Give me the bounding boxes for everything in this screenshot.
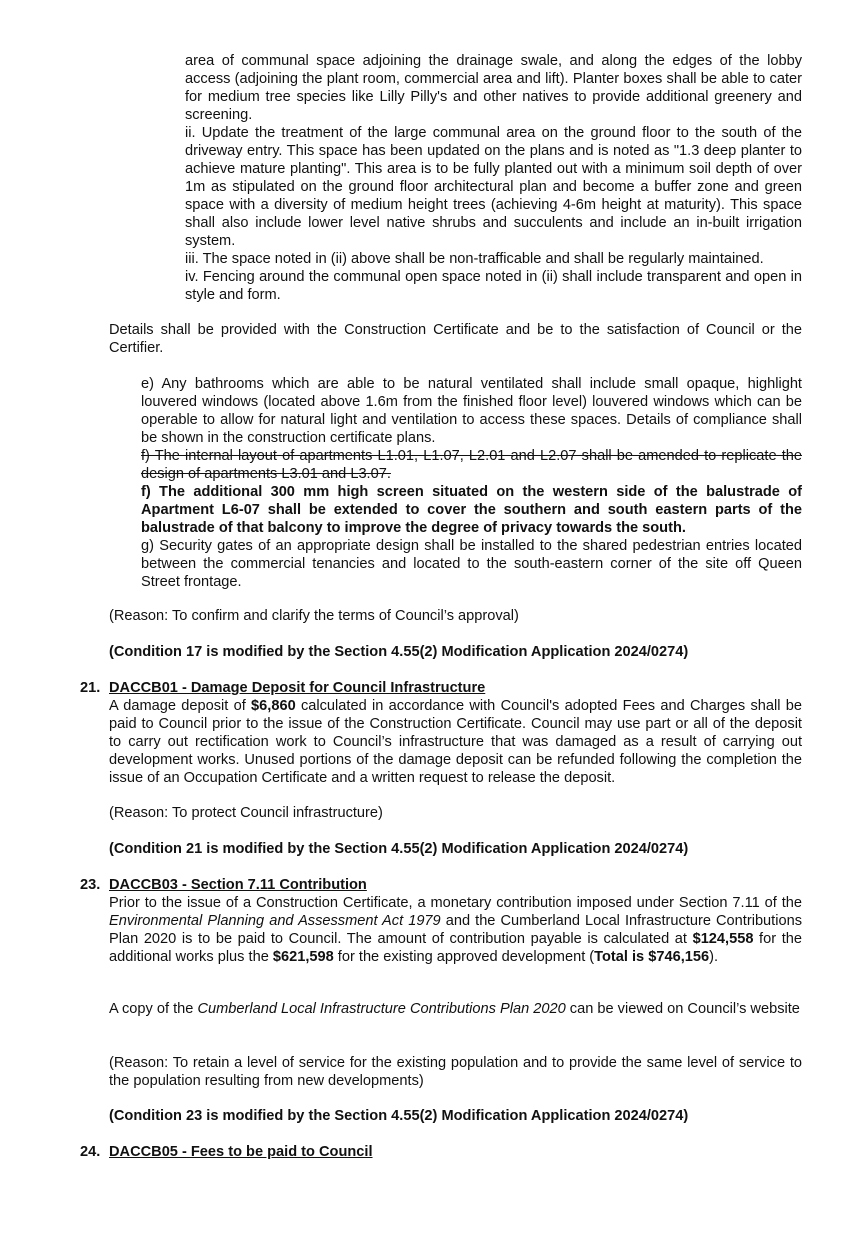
plan-name: Cumberland Local Infrastructure Contributions Plan 2020 xyxy=(197,1001,566,1017)
contributions-plan-copy: A copy of the Cumberland Local Infrastructure Contributions Plan 2020 can be viewed on Council’s website xyxy=(109,1001,800,1017)
reason-17: (Reason: To confirm and clarify the terms of Council’s approval) xyxy=(109,608,519,624)
condition-23-body: DACCB03 - Section 7.11 Contribution Prior to the issue of a Construction Certificate, a monetary contribution imposed under Section 7.11 of the Environmental Planning and Assessment Act 1979 and the Cumberland Local Infrastructure Contributions Plan 2020 is to be paid to Council. The amount of contribution payable is calculated at $124,558 for the additional works plus the $621,598 for the existing approved development (Total is $746,156). xyxy=(109,877,802,965)
condition-24-body xyxy=(109,1143,802,1161)
damage-deposit-amount: $6,860 xyxy=(251,698,296,714)
condition-21-number: 21. xyxy=(80,680,101,696)
item-g: g) Security gates of an appropriate design shall be installed to the shared pedestrian entries located between the commercial tenancies and located to the south-eastern corner of the site off Queen Street frontage. xyxy=(141,538,802,590)
paragraph-iii: iii. The space noted in (ii) above shall be non-trafficable and shall be regularly maintained. xyxy=(185,251,764,267)
modified-note-17: (Condition 17 is modified by the Section 4.55(2) Modification Application 2024/0274) xyxy=(109,644,689,660)
existing-development-amount: $621,598 xyxy=(272,949,334,965)
condition-items xyxy=(141,375,802,591)
act-name: Environmental Planning and Assessment Act 1979 xyxy=(109,913,441,929)
condition-21-body: DACCB01 - Damage Deposit for Council Infrastructure A damage deposit of $6,860 calculated in accordance with Council's adopted Fees and Charges shall be paid to Council prior to the issue of the Construction Certificate. Council may use part or all of the deposit to carry out rectification work to Council’s infrastructure that was damaged as a result of carrying out development works. Unused portions of the damage deposit can be refunded following the completion the issue of an Occupation Certificate and a written request to release the deposit. xyxy=(109,680,802,786)
item-f-deleted: f) The internal layout of apartments L1.01, L1.07, L2.01 and L2.07 shall be amended to replicate the design of apartments L3.01 and L3.07. xyxy=(141,448,802,482)
modified-note-21: (Condition 21 is modified by the Section 4.55(2) Modification Application 2024/0274) xyxy=(109,841,689,857)
paragraph-ii: ii. Update the treatment of the large communal area on the ground floor to the south of the driveway entry. This space has been updated on the plans and is noted as "1.3 deep planter to achieve mature planting". This area is to be fully planted out with a minimum soil depth of over 1m as stipulated on the ground floor architectural plan and become a buffer zone and green space with a diversity of medium height trees (achieving 4-6m height at maturity). This space shall also include lower level native shrubs and succulents and include an in-built irrigation system. xyxy=(185,125,802,249)
communal-space-paragraphs xyxy=(185,52,802,304)
condition-21-title: DACCB01 - Damage Deposit for Council Infrastructure xyxy=(109,680,486,696)
condition-24-title: DACCB05 - Fees to be paid to Council xyxy=(109,1144,373,1160)
total-amount: Total is $746,156 xyxy=(594,949,710,965)
condition-24-number: 24. xyxy=(80,1144,101,1160)
details-paragraph: Details shall be provided with the Construction Certificate and be to the satisfaction of Council or the Certifier. xyxy=(109,322,802,356)
reason-21: (Reason: To protect Council infrastructure) xyxy=(109,805,383,821)
additional-works-amount: $124,558 xyxy=(692,931,754,947)
condition-23-number: 23. xyxy=(80,877,101,893)
item-f-new: f) The additional 300 mm high screen situated on the western side of the balustrade of Apartment L6-07 shall be extended to cover the southern and south eastern parts of the balustrade of that balcony to improve the degree of privacy towards the south. xyxy=(141,484,802,536)
item-e: e) Any bathrooms which are able to be natural ventilated shall include small opaque, highlight louvered windows (located above 1.6m from the finished floor level) louvered windows which can be operable to allow for natural light and ventilation to access these spaces. Details of compliance shall be shown in the construction certificate plans. xyxy=(141,376,802,446)
modified-note-23: (Condition 23 is modified by the Section 4.55(2) Modification Application 2024/0274) xyxy=(109,1108,689,1124)
paragraph-planter-boxes: area of communal space adjoining the drainage swale, and along the edges of the lobby access (adjoining the plant room, commercial area and lift). Planter boxes shall be able to cater for medium tree species like Lilly Pilly's and other natives to provide additional greenery and screening. xyxy=(185,53,802,123)
paragraph-iv: iv. Fencing around the communal open space noted in (ii) shall include transparent and open in style and form. xyxy=(185,269,802,303)
condition-23-title: DACCB03 - Section 7.11 Contribution xyxy=(109,877,367,893)
reason-23: (Reason: To retain a level of service for the existing population and to provide the same level of service to the population resulting from new developments) xyxy=(109,1055,802,1089)
